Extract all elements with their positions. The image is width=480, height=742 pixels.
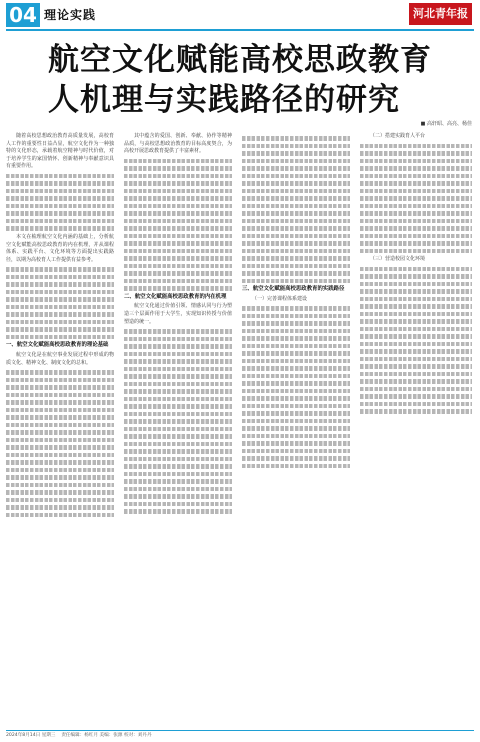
page-header [0,0,480,30]
article-column-1 [6,133,114,520]
article-byline: ■ 高轩昭、高亮、杨佳 [420,121,472,127]
brand-text: 河北青年报 [413,7,468,20]
article-column-3 [242,133,350,471]
section-label: 理论实践 [44,8,97,22]
footer-divider [6,730,474,731]
paragraph: 本文在梳理航空文化内涵的基础上，分析航空文化赋能高校思政教育的内在机理，并从课程体系、实践平台、文化环境等方面提出实践路径，以期为高校育人工作提供有益参考。 [6,233,114,263]
section-heading: 三、航空文化赋能高校思政教育的实践路径 [242,286,345,292]
paragraph: （二）搭建实践育人平台 [370,133,426,139]
page-footer [6,732,474,738]
footer-date: 2024年8月14日 星期三 [6,733,56,738]
article-column-4 [360,133,472,417]
section-heading: 二、航空文化赋能高校思政教育的内在机理 [124,293,227,300]
paragraph: 其中蕴含的爱国、创新、奉献、协作等精神品质，与高校思想政治教育的目标高度契合，为高校开展思政教育提供了丰富素材。 [124,133,232,155]
page-number: 04 [6,3,40,27]
newspaper-brand [409,3,472,25]
footer-editor: 责任编辑：杨红月 美编：张源 校对：刘丹丹 [61,733,152,738]
paragraph: （一）完善课程体系建设 [252,295,308,302]
paragraph: 航空文化是在航空事业发展过程中形成的物质文化、精神文化、制度文化的总和。 [6,351,114,366]
paragraph: （三）营造校园文化环境 [370,256,426,263]
paragraph: 航空文化通过价值引领、情感认同与行为塑造三个层面作用于大学生，实现知识传授与价值塑造的统一。 [124,303,232,325]
header-divider [6,29,474,31]
article-column-2 [124,133,232,517]
article-title: 航空文化赋能高校思政教育人机理与实践路径的研究 [48,42,432,118]
paragraph: 随着高校思想政治教育高质量发展，高校育人工作的重要性日益凸显，航空文化作为一种独特的文化形态，承载着航空精神与时代价值，对于培养学生的家国情怀、创新精神与奉献意识具有重要作用。 [6,133,114,170]
section-heading: 一、航空文化赋能高校思政教育的理论基础 [6,342,109,349]
